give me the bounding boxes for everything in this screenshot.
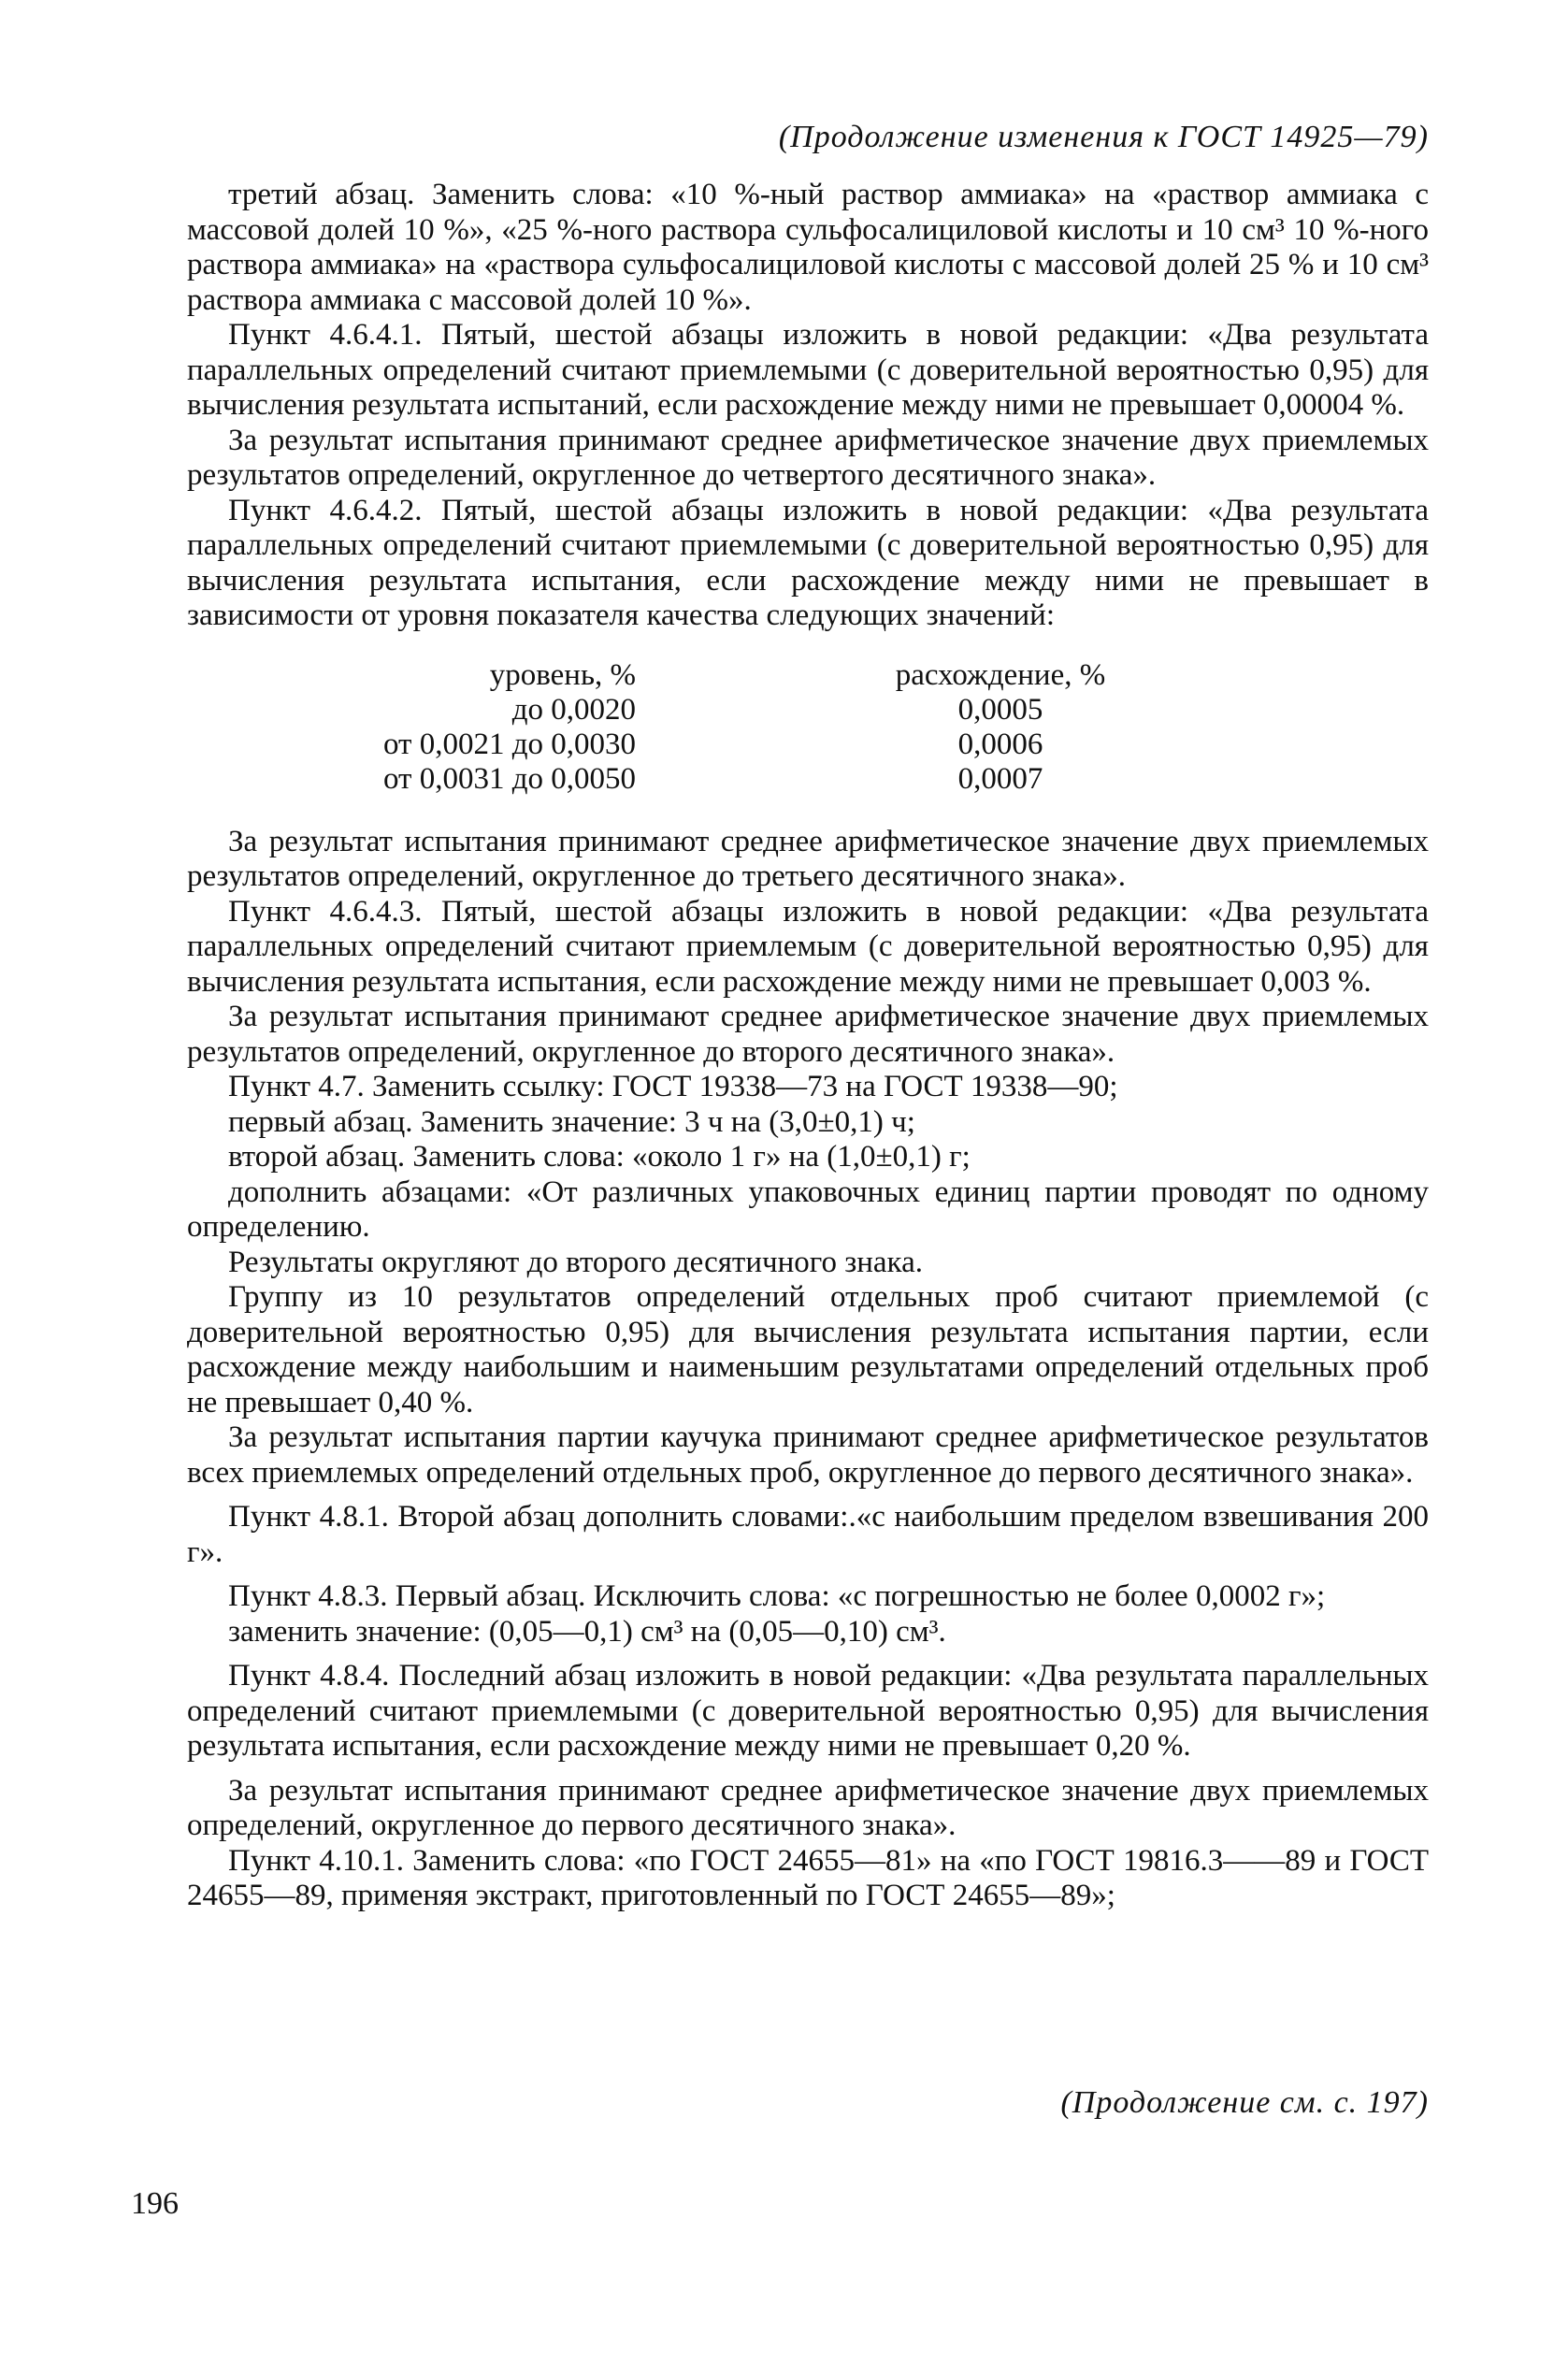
continuation-header: (Продолжение изменения к ГОСТ 14925—79) <box>778 120 1429 154</box>
paragraph: Пункт 4.8.4. Последний абзац изложить в новой редакции: «Два результата параллельных определений считают приемлемыми (с доверительной вероятностью 0,95) для вычисления результата испытания, если расхождение между ними не превышает 0,20 %. <box>187 1659 1429 1763</box>
difference-cell: 0,0006 <box>957 727 1043 761</box>
level-tolerance-table <box>187 658 1429 800</box>
level-cell: от 0,0031 до 0,0050 <box>382 761 636 796</box>
paragraph: третий абзац. Заменить слова: «10 %-ный раствор аммиака» на «раствор аммиака с массовой долей 10 %», «25 %-ного раствора сульфосалициловой кислоты и 10 см³ 10 %-ного раствора аммиака» на «раствора сульфосалициловой кислоты с массовой долей 25 % и 10 см³ раствора аммиака с массовой долей 10 %». <box>187 178 1429 317</box>
document-body <box>187 178 1429 1914</box>
paragraph: Пункт 4.8.1. Второй абзац дополнить словами:.«с наибольшим пределом взвешивания 200 г». <box>187 1500 1429 1569</box>
paragraph: Пункт 4.8.3. Первый абзац. Исключить слова: «с погрешностью не более 0,0002 г»; <box>228 1579 1326 1613</box>
paragraph: дополнить абзацами: «От различных упаковочных единиц партии проводят по одному определению. <box>187 1174 1429 1244</box>
paragraph: За результат испытания принимают среднее арифметическое значение двух приемлемых определений, округленное до первого десятичного знака». <box>187 1773 1429 1842</box>
level-cell: до 0,0020 <box>511 692 636 727</box>
difference-column <box>860 658 1141 797</box>
page-number: 196 <box>131 2186 179 2221</box>
paragraph: За результат испытания принимают среднее арифметическое значение двух приемлемых результатов определений, округленное до второго десятичного знака». <box>187 1000 1429 1069</box>
paragraph: Группу из 10 результатов определений отдельных проб считают приемлемой (с доверительной вероятностью 0,95) для вычисления результата испытания партии, если расхождение между наибольшим и наименьшим результатами определений отдельных проб не превышает 0,40 %. <box>187 1280 1429 1419</box>
paragraph: второй абзац. Заменить слова: «около 1 г» на (1,0±0,1) г; <box>228 1140 971 1174</box>
paragraph: Пункт 4.6.4.1. Пятый, шестой абзацы изложить в новой редакции: «Два результата параллельных определений считают приемлемыми (с доверительной вероятностью 0,95) для вычисления результата испытаний, если расхождение между ними не превышает 0,00004 %. <box>187 318 1429 422</box>
paragraph: Пункт 4.10.1. Заменить слова: «по ГОСТ 24655—81» на «по ГОСТ 19816.3——89 и ГОСТ 24655—89, применяя экстракт, приготовленный по ГОСТ 24655—89»; <box>187 1843 1429 1912</box>
paragraph: За результат испытания партии каучука принимают среднее арифметическое результатов всех приемлемых определений отдельных проб, округленное до первого десятичного знака». <box>187 1420 1429 1490</box>
difference-cell: 0,0005 <box>957 692 1043 727</box>
paragraph: Пункт 4.6.4.3. Пятый, шестой абзацы изложить в новой редакции: «Два результата параллельных определений считают приемлемым (с доверительной вероятностью 0,95) для вычисления результата испытания, если расхождение между ними не превышает 0,003 %. <box>187 894 1429 999</box>
paragraph: За результат испытания принимают среднее арифметическое значение двух приемлемых результатов определений, округленное до третьего десятичного знака». <box>187 824 1429 893</box>
paragraph: первый абзац. Заменить значение: 3 ч на (3,0±0,1) ч; <box>228 1104 915 1139</box>
paragraph: заменить значение: (0,05—0,1) см³ на (0,05—0,10) см³. <box>228 1614 946 1649</box>
paragraph: Пункт 4.7. Заменить ссылку: ГОСТ 19338—73 на ГОСТ 19338—90; <box>228 1070 1118 1103</box>
paragraph: За результат испытания принимают среднее арифметическое значение двух приемлемых результатов определений, округленное до четвертого десятичного знака». <box>187 423 1429 492</box>
paragraph: Пункт 4.6.4.2. Пятый, шестой абзацы изложить в новой редакции: «Два результата параллельных определений считают приемлемыми (с доверительной вероятностью 0,95) для вычисления результата испытания, если расхождение между ними не превышает в зависимости от уровня показателя качества следующих значений: <box>187 493 1429 632</box>
level-header: уровень, % <box>489 657 636 692</box>
level-column <box>318 658 636 797</box>
continuation-footer: (Продолжение см. с. 197) <box>1060 2085 1429 2120</box>
difference-cell: 0,0007 <box>957 761 1043 796</box>
difference-header: расхождение, % <box>895 657 1106 692</box>
level-cell: от 0,0021 до 0,0030 <box>382 727 636 761</box>
paragraph: Результаты округляют до второго десятичного знака. <box>228 1245 923 1279</box>
